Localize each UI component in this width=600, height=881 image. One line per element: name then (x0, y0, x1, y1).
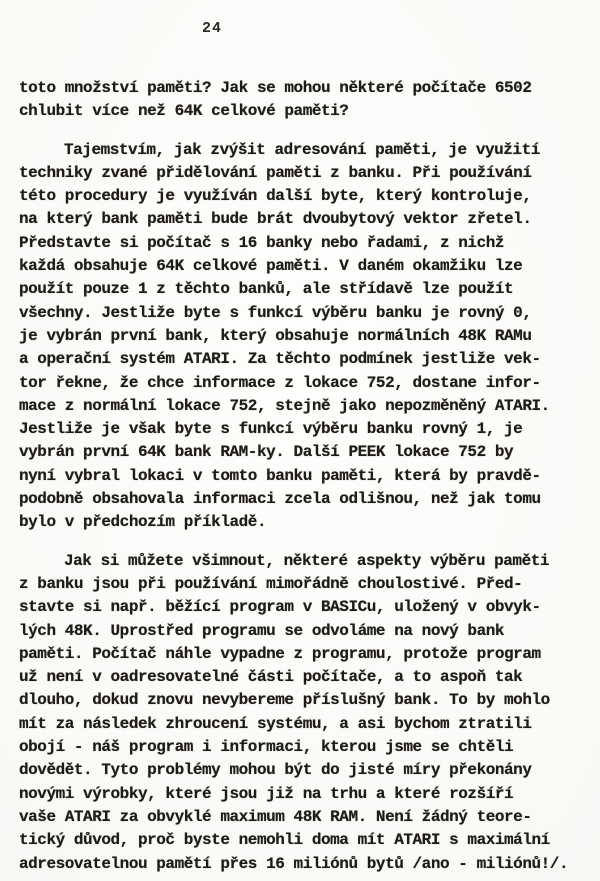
text-line: je vybrán první bank, který obsahuje normálních 48K RAMu (19, 326, 532, 345)
text-line: nyní vybral lokaci v tomto banku paměti, která by pravdě- (19, 466, 541, 485)
paragraph (19, 139, 594, 535)
text-line: a operační systém ATARI. Za těchto podmínek jestliže vek- (19, 350, 541, 369)
text-line: na který bank paměti bude brát dvoubytový vektor zřetel. (19, 210, 532, 229)
text-line: této procedury je využíván další byte, který kontroluje, (19, 187, 532, 206)
text-line: každá obsahuje 64K celkové paměti. V daném okamžiku lze (19, 257, 523, 276)
text-line: chlubit více než 64K celkové paměti? (19, 102, 349, 121)
text-line: z banku jsou při používání mimořádně choulostivé. Před- (19, 574, 523, 593)
text-line: novými výrobky, které jsou již na trhu a které rozšíří (19, 784, 514, 803)
text-line: Jestliže je však byte s funkcí výběru banku rovný 1, je (19, 420, 523, 439)
text-line: mace z normální lokace 752, stejně jako nepozměněný ATARI. (19, 396, 550, 415)
text-line: všechny. Jestliže byte s funkcí výběru banku je rovný 0, (19, 303, 532, 322)
text-line: použít pouze 1 z těchto banků, ale střídavě lze použít (19, 280, 514, 299)
text-line: paměti. Počítač náhle vypadne z programu, protože program (19, 644, 541, 663)
text-line: vybrán první 64K bank RAM-ky. Další PEEK lokace 752 by (19, 443, 514, 462)
page-number: 24 (202, 20, 223, 37)
text-line: tor řekne, že chce informace z lokace 752, dostane infor- (19, 373, 541, 392)
page-body (19, 77, 594, 876)
text-line: dovědět. Tyto problémy mohou být do jisté míry překonány (19, 761, 532, 780)
text-line: už není v oadresovatelné části počítače, a to aspoň tak (19, 668, 523, 687)
text-line: toto množství paměti? Jak se mohou některé počítače 6502 (19, 79, 532, 97)
text-line: Tajemstvím, jak zvýšit adresování paměti, je využití (64, 140, 540, 159)
text-line: Představte si počítač s 16 banky nebo řadami, z nichž (19, 233, 505, 252)
text-line: stavte si např. běžící program v BASICu, uložený v obvyk- (19, 598, 541, 617)
paragraph (19, 77, 594, 124)
text-line: lých 48K. Uprostřed programu se odvoláme na nový bank (19, 621, 505, 640)
text-line: vaše ATARI za obvyklé maximum 48K RAM. Není žádný teore- (19, 807, 532, 826)
text-line: tický důvod, proč byste nemohli doma mít ATARI s maximální (19, 831, 550, 850)
text-line: dlouho, dokud znovu nevybereme příslušný bank. To by mohlo (19, 691, 550, 710)
text-line: techniky zvané přidělování paměti z banku. Při používání (19, 163, 532, 182)
text-line: obojí - náš program i informaci, kterou jsme se chtěli (19, 738, 514, 757)
text-line: Jak si můžete všimnout, některé aspekty výběru paměti (64, 551, 550, 570)
paragraph (19, 550, 594, 876)
text-line: podobně obsahovala informaci zcela odlišnou, než jak tomu (19, 490, 541, 509)
text-line: mít za následek zhroucení systému, a asi bychom ztratili (19, 714, 532, 733)
text-line: adresovatelnou pamětí přes 16 miliónů bytů /ano - miliónů!/. (19, 854, 569, 873)
text-line: bylo v předchozím příkladě. (19, 513, 267, 532)
